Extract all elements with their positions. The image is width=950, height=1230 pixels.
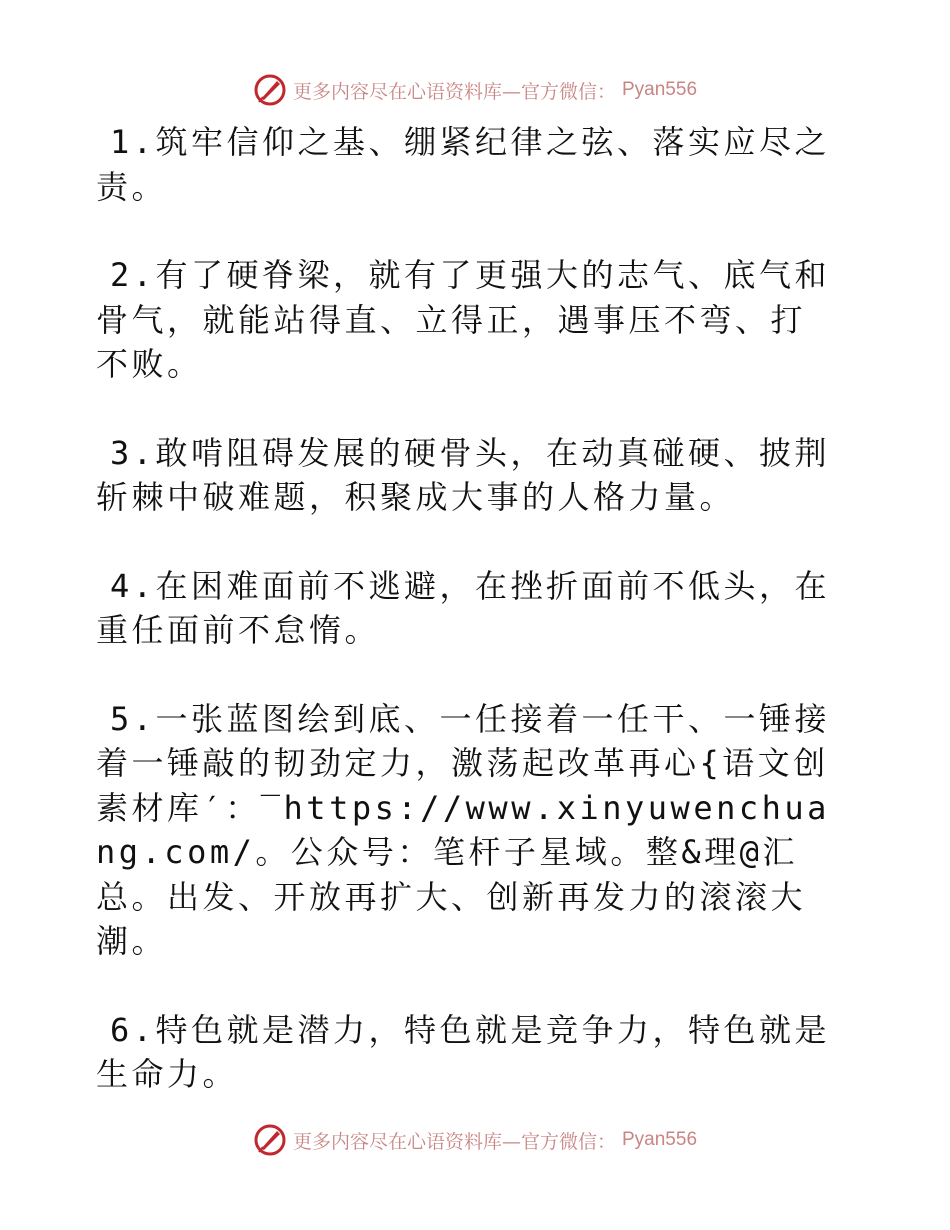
paragraph-3: 3.敢啃阻碍发展的硬骨头，在动真碰硬、披荆斩棘中破难题，积聚成大事的人格力量。 [96, 433, 831, 516]
quill-logo-icon [253, 73, 287, 107]
footer-watermark [0, 1120, 950, 1160]
document-body [96, 120, 836, 1141]
watermark-text: 更多内容尽在心语资料库—官方微信： [292, 1130, 616, 1153]
header-watermark [0, 70, 950, 110]
watermark-text: 更多内容尽在心语资料库—官方微信： [292, 80, 616, 103]
paragraph-5: 5.一张蓝图绘到底、一任接着一任干、一锤接着一锤敲的韧劲定力，激荡起改革再心{语文创素材库′：‾https://www.xinyuwenchuang.com/。公众号：笔杆子星域。整&理@汇总。出发、开放再扩大、创新再发力的滚滚大潮。 [96, 699, 831, 960]
watermark-wechat-id: Pyan556 [622, 1129, 698, 1150]
paragraph-2: 2.有了硬脊梁，就有了更强大的志气、底气和骨气，就能站得直、立得正，遇事压不弯、打不败。 [96, 256, 831, 383]
paragraph-1: 1.筑牢信仰之基、绷紧纪律之弦、落实应尽之责。 [96, 123, 831, 206]
quill-logo-icon [253, 1123, 287, 1157]
paragraph-4: 4.在困难面前不逃避，在挫折面前不低头，在重任面前不怠惰。 [96, 566, 831, 649]
watermark-wechat-id: Pyan556 [622, 79, 698, 100]
paragraph-6: 6.特色就是潜力，特色就是竞争力，特色就是生命力。 [96, 1010, 831, 1093]
